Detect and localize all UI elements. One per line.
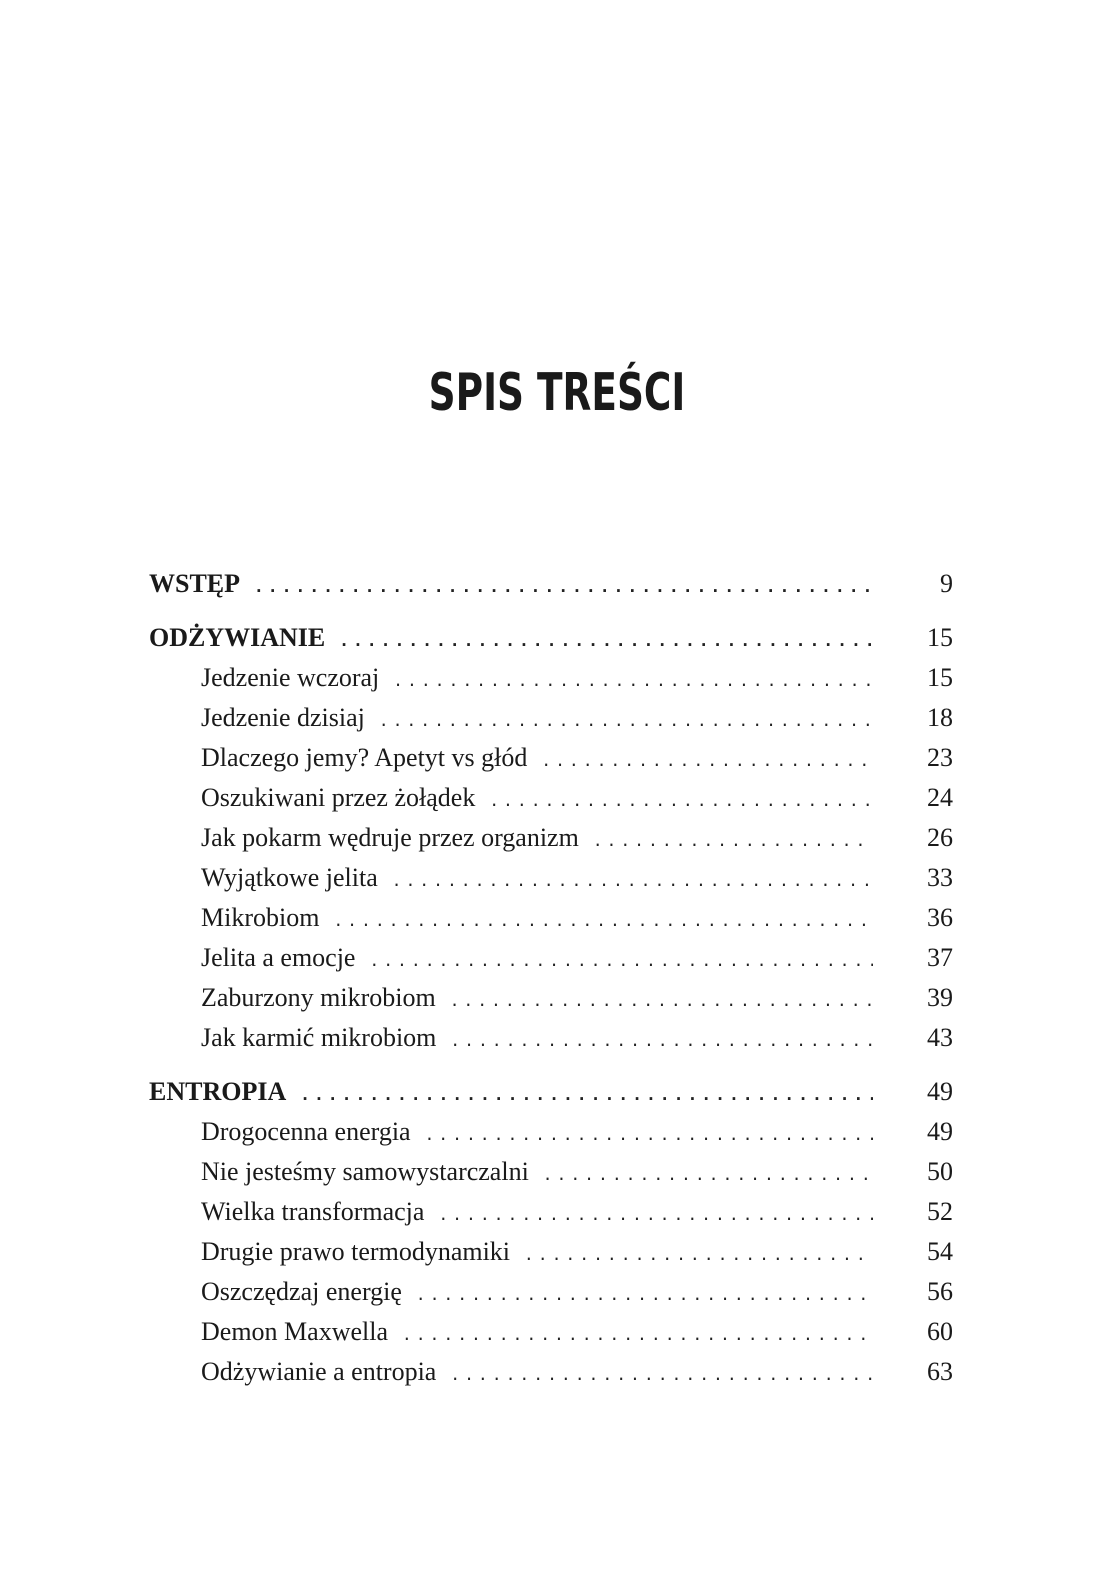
- toc-entry-title: Wielka transformacja: [201, 1197, 425, 1226]
- dot-leader: [593, 821, 873, 861]
- toc-section-odzywianie: [149, 618, 953, 1058]
- dot-leader: [393, 661, 873, 701]
- toc-entry-sub[interactable]: [149, 818, 953, 858]
- toc-entry-page: 54: [927, 1237, 953, 1266]
- toc-entry-sub[interactable]: [149, 658, 953, 698]
- toc-entry-page: 24: [927, 783, 953, 812]
- toc-entry-sub[interactable]: [149, 778, 953, 818]
- toc-section-entropia: [149, 1072, 953, 1392]
- toc-entry-page: 33: [927, 863, 953, 892]
- toc-entry-page: 23: [927, 743, 953, 772]
- toc-entry-title: WSTĘP: [149, 569, 241, 598]
- dot-leader: [450, 981, 873, 1021]
- toc-entry-title: Jak karmić mikrobiom: [201, 1023, 437, 1052]
- toc-entry-page: 60: [927, 1317, 953, 1346]
- toc-entry-page: 43: [927, 1023, 953, 1052]
- toc-entry-title: Oszukiwani przez żołądek: [201, 783, 476, 812]
- toc-entry-title: Jak pokarm wędruje przez organizm: [201, 823, 579, 852]
- dot-leader: [254, 567, 873, 607]
- toc-entry-sub[interactable]: [149, 1192, 953, 1232]
- dot-leader: [524, 1235, 873, 1275]
- dot-leader: [392, 861, 873, 901]
- dot-leader: [541, 741, 873, 781]
- toc-entry-title: ENTROPIA: [149, 1077, 287, 1106]
- toc-entry-page: 39: [927, 983, 953, 1012]
- toc-entry-title: Nie jesteśmy samowystarczalni: [201, 1157, 529, 1186]
- toc-entry-main[interactable]: [149, 564, 953, 604]
- toc-entry-sub[interactable]: [149, 738, 953, 778]
- toc-entry-title: Demon Maxwella: [201, 1317, 389, 1346]
- table-of-contents: [149, 564, 953, 1406]
- toc-entry-page: 9: [940, 569, 953, 598]
- toc-entry-sub[interactable]: [149, 1352, 953, 1392]
- dot-leader: [543, 1155, 873, 1195]
- toc-entry-sub[interactable]: [149, 978, 953, 1018]
- toc-entry-title: Oszczędzaj energię: [201, 1277, 402, 1306]
- toc-entry-page: 49: [927, 1077, 953, 1106]
- dot-leader: [425, 1115, 873, 1155]
- toc-entry-page: 36: [927, 903, 953, 932]
- toc-entry-page: 15: [927, 623, 953, 652]
- page-title: SPIS TREŚCI: [428, 362, 686, 423]
- dot-leader: [339, 621, 873, 661]
- dot-leader: [450, 1355, 873, 1395]
- toc-entry-title: Wyjątkowe jelita: [201, 863, 378, 892]
- toc-section-wstep: [149, 564, 953, 604]
- toc-entry-sub[interactable]: [149, 938, 953, 978]
- toc-entry-title: Dlaczego jemy? Apetyt vs głód: [201, 743, 528, 772]
- dot-leader: [416, 1275, 873, 1315]
- toc-entry-sub[interactable]: [149, 1018, 953, 1058]
- toc-entry-sub[interactable]: [149, 1272, 953, 1312]
- toc-entry-title: Jelita a emocje: [201, 943, 356, 972]
- toc-entry-sub[interactable]: [149, 698, 953, 738]
- toc-entry-page: 50: [927, 1157, 953, 1186]
- toc-entry-title: Jedzenie dzisiaj: [201, 703, 365, 732]
- toc-entry-title: Drugie prawo termodynamiki: [201, 1237, 511, 1266]
- toc-entry-sub[interactable]: [149, 1152, 953, 1192]
- toc-entry-title: ODŻYWIANIE: [149, 623, 326, 652]
- toc-entry-main[interactable]: [149, 618, 953, 658]
- toc-entry-sub[interactable]: [149, 1312, 953, 1352]
- toc-entry-page: 37: [927, 943, 953, 972]
- toc-entry-page: 63: [927, 1357, 953, 1386]
- dot-leader: [402, 1315, 873, 1355]
- dot-leader: [489, 781, 873, 821]
- toc-entry-page: 52: [927, 1197, 953, 1226]
- dot-leader: [450, 1021, 873, 1061]
- toc-entry-sub[interactable]: [149, 1112, 953, 1152]
- dot-leader: [369, 941, 873, 981]
- dot-leader: [300, 1075, 873, 1115]
- dot-leader: [379, 701, 873, 741]
- toc-entry-main[interactable]: [149, 1072, 953, 1112]
- toc-entry-page: 49: [927, 1117, 953, 1146]
- toc-entry-title: Odżywianie a entropia: [201, 1357, 437, 1386]
- toc-entry-page: 26: [927, 823, 953, 852]
- toc-entry-title: Mikrobiom: [201, 903, 320, 932]
- toc-entry-sub[interactable]: [149, 898, 953, 938]
- toc-entry-title: Zaburzony mikrobiom: [201, 983, 436, 1012]
- dot-leader: [438, 1195, 873, 1235]
- toc-entry-title: Drogocenna energia: [201, 1117, 411, 1146]
- toc-entry-title: Jedzenie wczoraj: [201, 663, 380, 692]
- toc-entry-sub[interactable]: [149, 858, 953, 898]
- dot-leader: [333, 901, 873, 941]
- toc-entry-sub[interactable]: [149, 1232, 953, 1272]
- toc-entry-page: 56: [927, 1277, 953, 1306]
- toc-entry-page: 18: [927, 703, 953, 732]
- toc-entry-page: 15: [927, 663, 953, 692]
